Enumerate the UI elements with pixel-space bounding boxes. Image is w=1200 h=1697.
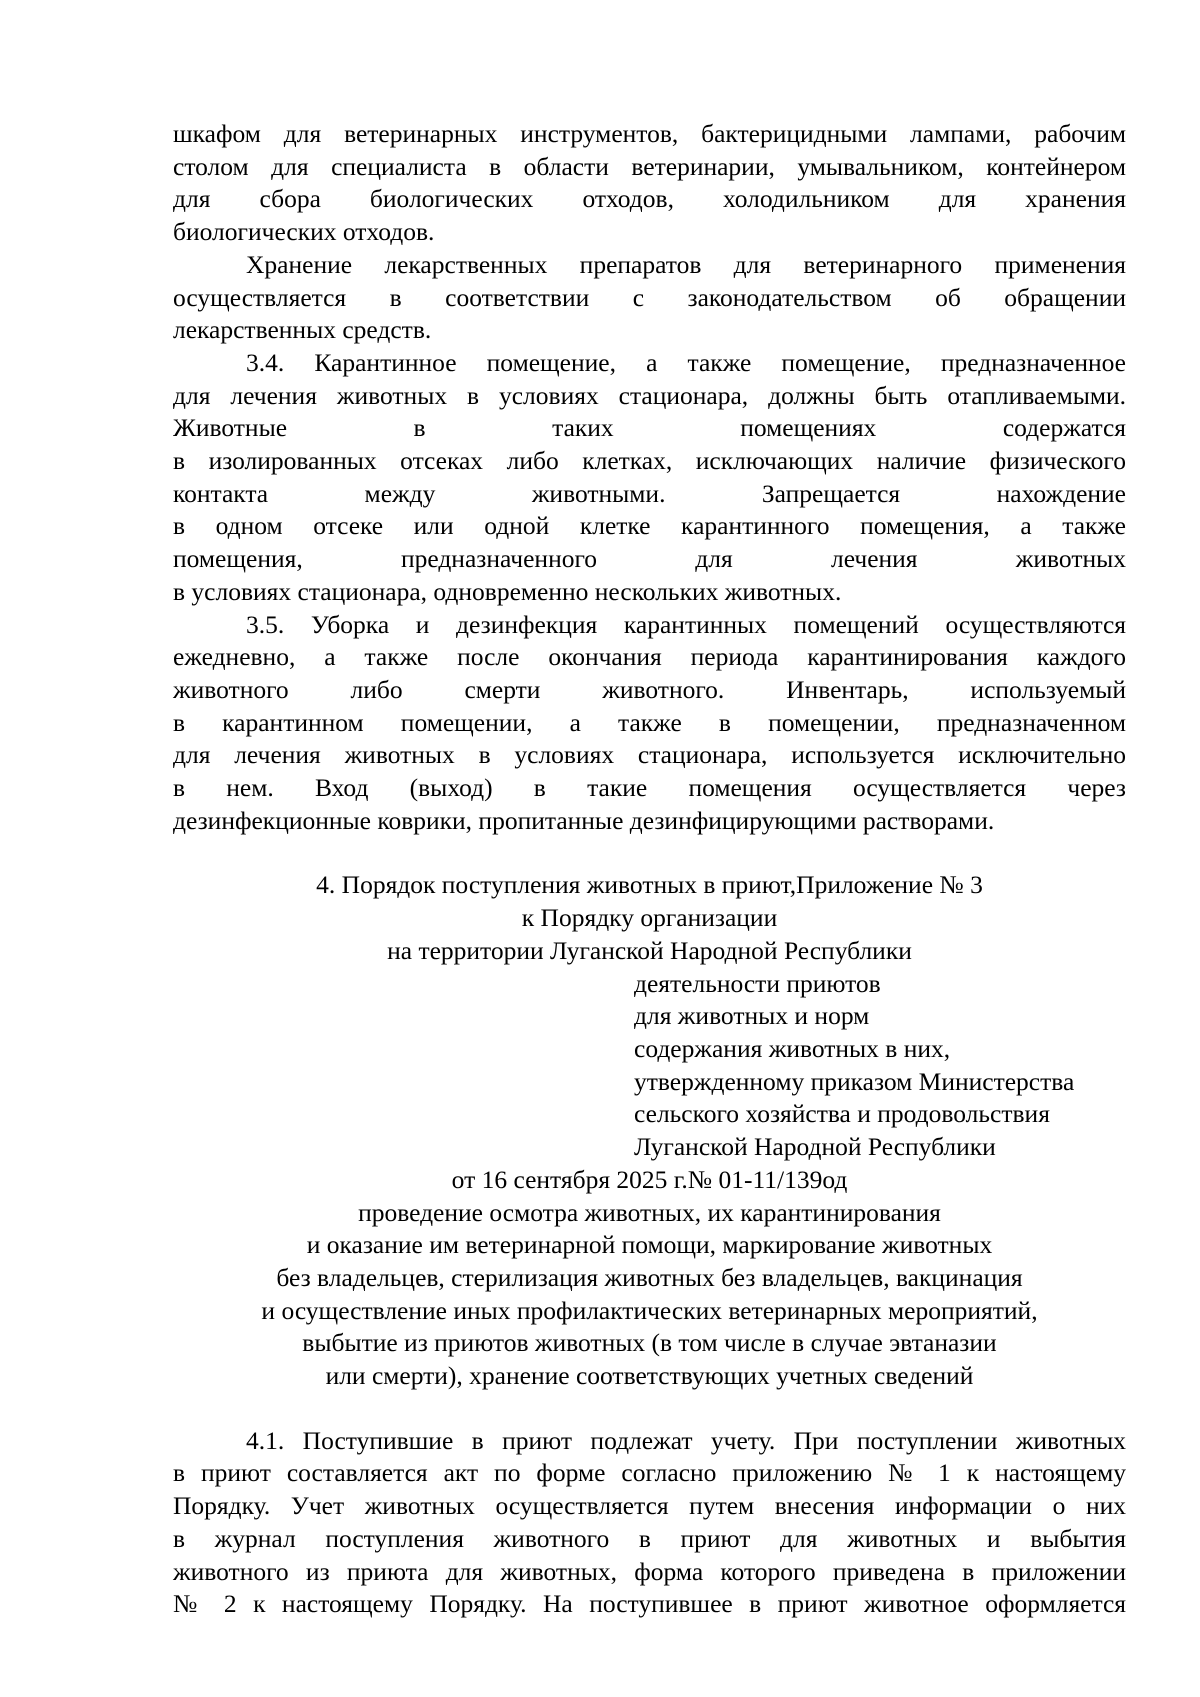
text-line: 3.4. Карантинное помещение, а также помещение, предназначенное [246,347,1126,377]
text-line: 3.5. Уборка и дезинфекция карантинных помещений осуществляются [246,609,1126,639]
text-line: шкафом для ветеринарных инструментов, бактерицидными лампами, рабочим [173,119,1126,148]
text-line: для лечения животных в условиях стационара, используется исключительно [173,740,1126,770]
appendix-line: содержания животных в них, [634,1033,951,1063]
heading-line: к Порядку организации [521,903,778,933]
paragraph-3-5 [173,609,1126,838]
text-line: лекарственных средств. [173,315,432,345]
heading-line: без владельцев, стерилизация животных без владельцев, вакцинация [276,1262,1023,1292]
text-line: в нем. Вход (выход) в такие помещения осуществляется через [173,773,1126,803]
heading-line: от 16 сентября 2025 г.№ 01-11/139од [451,1164,848,1194]
text-line: животного либо смерти животного. Инвентарь, используемый [173,674,1126,704]
text-line: в карантинном помещении, а также в помещении, предназначенном [173,707,1126,737]
heading-line: на территории Луганской Народной Республики [387,935,912,965]
text-line: в приют составляется акт по форме согласно приложению № 1 к настоящему [173,1458,1126,1488]
paragraph-equipment [173,118,1126,249]
section-4-heading [173,869,1126,1392]
document-page [173,118,1126,1621]
text-line: дезинфекционные коврики, пропитанные дезинфицирующими растворами. [173,805,995,835]
text-line: в условиях стационара, одновременно нескольких животных. [173,576,842,606]
heading-line: или смерти), хранение соответствующих учетных сведений [325,1361,974,1391]
heading-line: выбытие из приютов животных (в том числе в случае эвтаназии [302,1328,997,1358]
paragraph-4-1 [173,1425,1126,1621]
text-line: в журнал поступления животного в приют для животных и выбытия [173,1523,1126,1553]
text-line: столом для специалиста в области ветеринарии, умывальником, контейнером [173,151,1126,181]
text-line: для лечения животных в условиях стационара, должны быть отапливаемыми. [173,380,1126,410]
text-line: животного из приюта для животных, форма которого приведена в приложении [173,1556,1126,1586]
appendix-line: деятельности приютов [634,968,881,998]
text-line: в изолированных отсеках либо клетках, исключающих наличие физического [173,446,1126,476]
text-line: Хранение лекарственных препаратов для ветеринарного применения [246,249,1126,279]
paragraph-3-4 [173,347,1126,609]
appendix-line: Луганской Народной Республики [634,1132,996,1162]
text-line: осуществляется в соответствии с законодательством об обращении [173,282,1126,312]
heading-line: и оказание им ветеринарной помощи, маркирование животных [306,1230,993,1260]
heading-line: и осуществление иных профилактических ветеринарных мероприятий, [261,1295,1038,1325]
text-line: помещения, предназначенного для лечения животных [173,544,1126,574]
text-line: для сбора биологических отходов, холодильником для хранения [173,184,1126,214]
text-line: № 2 к настоящему Порядку. На поступившее в приют животное оформляется [173,1589,1126,1619]
text-line: в одном отсеке или одной клетке карантинного помещения, а также [173,511,1126,541]
text-line: 4.1. Поступившие в приют подлежат учету. При поступлении животных [246,1425,1126,1455]
text-line: Животные в таких помещениях содержатся [173,413,1126,443]
text-line: ежедневно, а также после окончания периода карантинирования каждого [173,642,1126,672]
text-line: контакта между животными. Запрещается нахождение [173,478,1126,508]
heading-line: 4. Порядок поступления животных в приют,Приложение № 3 [316,870,983,900]
appendix-line: для животных и норм [634,1001,870,1031]
appendix-line: сельского хозяйства и продовольствия [634,1099,1050,1129]
text-line: Порядку. Учет животных осуществляется путем внесения информации о них [173,1491,1126,1521]
paragraph-medicine-storage [173,249,1126,347]
text-line: биологических отходов. [173,217,435,247]
appendix-line: утвержденному приказом Министерства [634,1066,1075,1096]
heading-line: проведение осмотра животных, их карантинирования [358,1197,941,1227]
